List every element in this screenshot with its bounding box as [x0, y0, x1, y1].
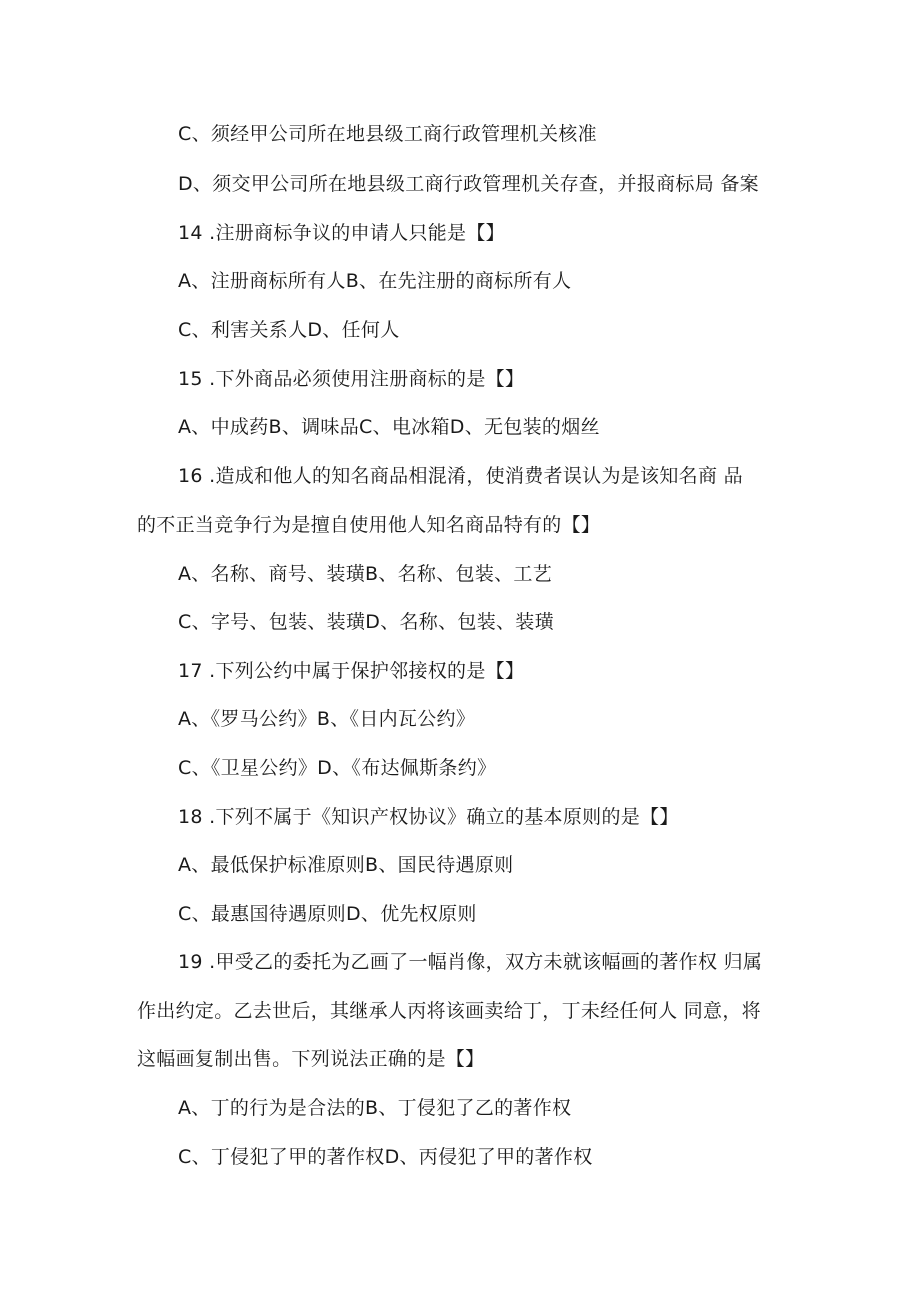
option-line-19ab: A、丁的行为是合法的B、丁侵犯了乙的著作权 [178, 1097, 572, 1119]
question-19-line-2: 作出约定。乙去世后，其继承人丙将该画卖给丁，丁未经任何人 同意，将 [137, 1000, 761, 1022]
option-line-13c: C、须经甲公司所在地县级工商行政管理机关核准 [178, 123, 597, 145]
question-18: 18 .下列不属于《知识产权协议》确立的基本原则的是【】 [178, 806, 679, 828]
question-19-line-1: 19 .甲受乙的委托为乙画了一幅肖像，双方未就该幅画的著作权 归属 [178, 951, 763, 973]
option-line-16cd: C、字号、包装、装璜D、名称、包装、装璜 [178, 611, 554, 633]
option-line-13d: D、须交甲公司所在地县级工商行政管理机关存查，并报商标局 备案 [178, 173, 759, 195]
option-line-16ab: A、名称、商号、装璜B、名称、包装、工艺 [178, 563, 553, 585]
question-14: 14 .注册商标争议的申请人只能是【】 [178, 222, 505, 244]
option-line-14ab: A、注册商标所有人B、在先注册的商标所有人 [178, 270, 572, 292]
option-line-14cd: C、利害关系人D、任何人 [178, 319, 400, 341]
option-line-17ab: A、《罗马公约》B、《日内瓦公约》 [178, 708, 476, 730]
question-19-line-3: 这幅画复制出售。下列说法正确的是【】 [137, 1048, 485, 1070]
option-line-18ab: A、最低保护标准原则B、国民待遇原则 [178, 854, 514, 876]
question-16-line-1: 16 .造成和他人的知名商品相混淆，使消费者误认为是该知名商 品 [178, 465, 743, 487]
question-15: 15 .下外商品必须使用注册商标的是【】 [178, 368, 525, 390]
option-line-18cd: C、最惠国待遇原则D、优先权原则 [178, 903, 477, 925]
question-17: 17 .下列公约中属于保护邻接权的是【】 [178, 660, 525, 682]
option-line-17cd: C、《卫星公约》D、《布达佩斯条约》 [178, 757, 497, 779]
question-16-line-2: 的不正当竞争行为是擅自使用他人知名商品特有的【】 [137, 514, 601, 536]
option-line-15: A、中成药B、调味品C、电冰箱D、无包装的烟丝 [178, 416, 600, 438]
option-line-19cd: C、丁侵犯了甲的著作权D、丙侵犯了甲的著作权 [178, 1146, 593, 1168]
